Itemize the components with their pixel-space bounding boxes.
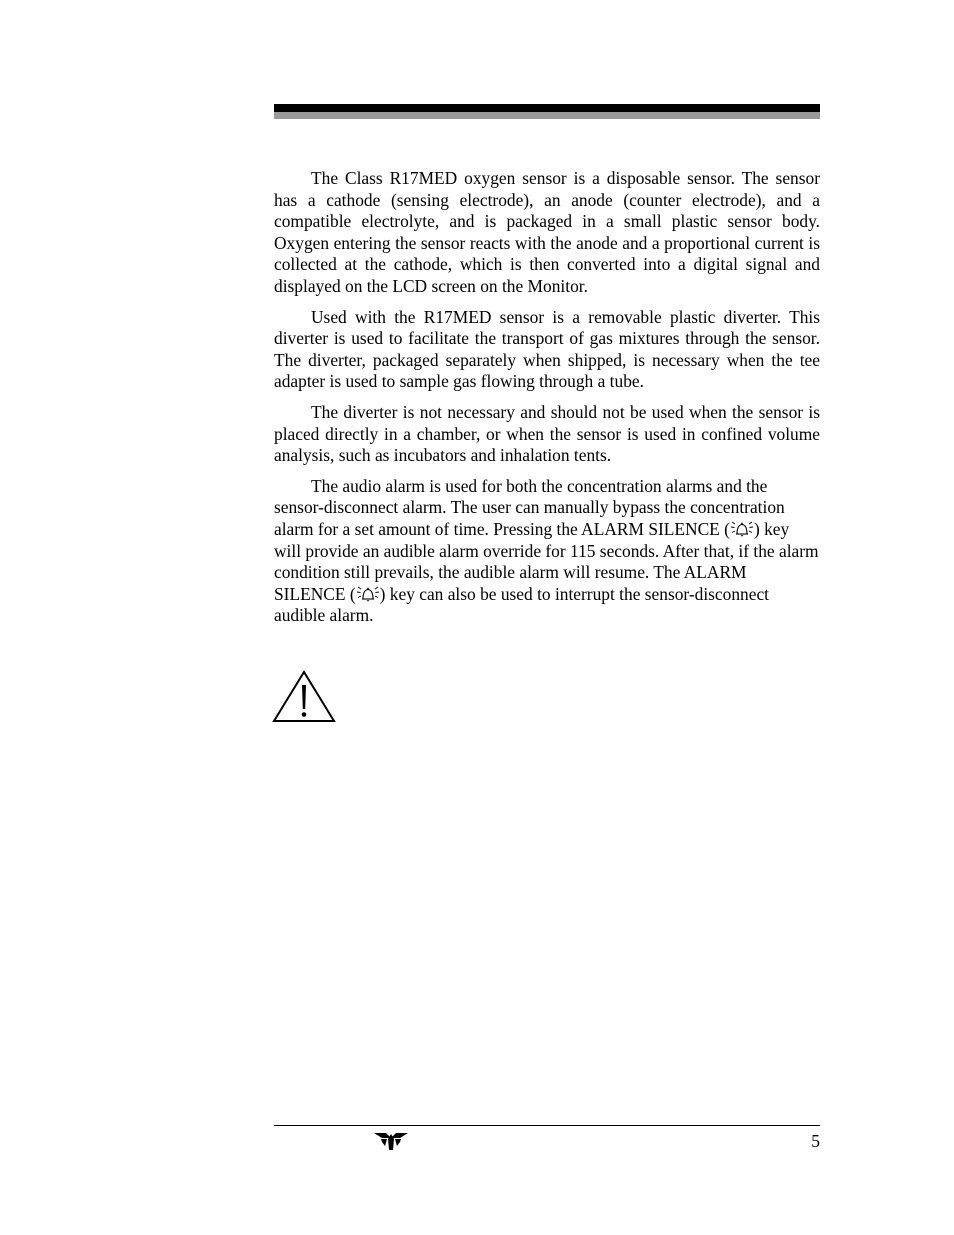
audio-alarm-text-part-1: The audio alarm is used for both the concentration alarms and the sensor-disconnect alarm. The user can manually bypass the concentration alarm for a set amount of time. Pressing the ALARM SILENCE ( [274,475,785,539]
paragraph-sensor-description: The Class R17MED oxygen sensor is a disposable sensor. The sensor has a cathode (sensing electrode), an anode (counter electrode), and a compatible electrolyte, and is packaged in a small plastic sensor body. Oxygen entering the sensor reacts with the anode and a proportional current is collected at the cathode, which is then converted into a digital signal and displayed on the LCD screen on the Monitor. [274,168,820,296]
warning-triangle-icon [271,670,337,724]
body-text [274,168,820,636]
header-rule [274,104,820,112]
alarm-silence-bell-icon [356,586,380,602]
page-number: 5 [811,1131,820,1151]
footer-rule [274,1125,820,1126]
paragraph-diverter-not-necessary: The diverter is not necessary and should not be used when the sensor is placed directly in a chamber, or when the sensor is used in confined volume analysis, such as incubators and inhalation tents. [274,401,820,466]
audio-alarm-text-part-2: ) key will provide an audible alarm override for 115 seconds. After that, if the alarm condition still prevails, the audible alarm will resume. The ALARM SILENCE ( [274,518,819,604]
paragraph-diverter-usage: Used with the R17MED sensor is a removable plastic diverter. This diverter is used to facilitate the transport of gas mixtures through the sensor. The diverter, packaged separately when shipped, is necessary when the tee adapter is used to sample gas flowing through a tube. [274,306,820,392]
audio-alarm-text-part-3: ) key can also be used to interrupt the sensor-disconnect audible alarm. [274,583,770,626]
alarm-silence-bell-icon [730,521,754,537]
paragraph-audio-alarm [274,476,820,627]
teledyne-logo-icon [372,1130,410,1152]
header-rule-shadow [274,112,820,119]
